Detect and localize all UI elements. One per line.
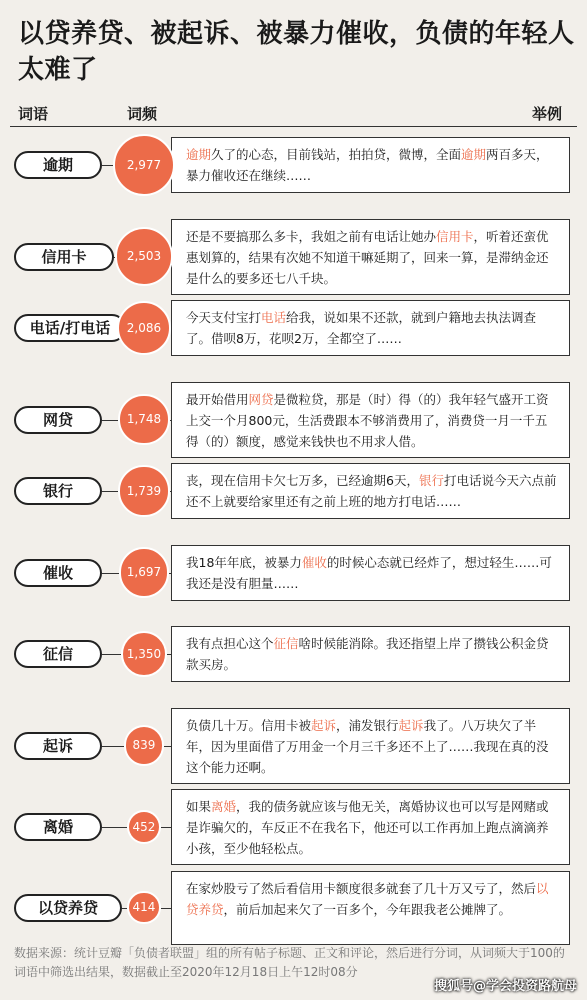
quote-text: 打电话说今天六点前还不上就要给家里还有之前上班的地方打电话……	[186, 473, 557, 509]
word-label: 离婚	[14, 813, 102, 841]
quote-text: 是微粒贷，那是（时）得（的）我年轻气盛开工资上交一个月800元，生活费跟本不够消费用了，消费贷一月一千五得（的）额度，感觉来钱快也不用求人借。	[186, 391, 549, 449]
example-quote	[171, 463, 570, 519]
quote-text: 今天支付宝打	[186, 310, 262, 325]
frequency-bubble: 1,748	[118, 394, 169, 445]
word-label: 征信	[14, 640, 102, 668]
example-quote	[171, 382, 570, 458]
word-label: 起诉	[14, 732, 102, 760]
quote-text: 啥时候能消除。我还指望上岸了攒钱公积金贷款买房。	[186, 636, 549, 672]
quote-text: 我18年年底，被暴力	[186, 554, 302, 570]
quote-text: ，我的债务就应该与他无关，离婚协议也可以写是网赌或是诈骗欠的，车反正不在我名下，他还可以工作再加上跑点滴滴养小孩，至少他轻松点。	[186, 799, 549, 856]
quote-text: 的时候心态就已经炸了，想过轻生……可我还是没有胆量……	[186, 554, 552, 591]
watermark: 搜狐号@学会投资路航母	[433, 979, 577, 994]
frequency-bubble: 839	[124, 725, 164, 765]
quote-text: 如果	[186, 799, 212, 814]
quote-text: 最开始借用	[186, 391, 249, 407]
quote-text: 还是不要搞那么多卡，我姐之前有电话让她办	[186, 228, 437, 244]
header-example: 举例	[532, 105, 563, 123]
word-label: 以贷养贷	[14, 894, 122, 922]
word-label: 电话/打电话	[14, 314, 126, 342]
highlighted-keyword: 以贷养贷	[186, 880, 549, 917]
quote-text: ，前后加起来欠了一百多个，今年跟我老公摊牌了。	[223, 901, 512, 917]
highlighted-keyword: 逾期	[461, 147, 487, 162]
highlighted-keyword: 离婚	[211, 799, 237, 814]
quote-text: ，浦发银行	[336, 717, 399, 733]
word-label: 催收	[14, 559, 102, 587]
word-label: 网贷	[14, 406, 102, 434]
quote-text: 久了的心态，目前钱站，拍拍贷，微博，全面	[211, 147, 462, 162]
highlighted-keyword: 银行	[418, 473, 444, 488]
word-label: 逾期	[14, 151, 102, 179]
frequency-bubble: 1,739	[118, 465, 169, 516]
quote-text: ，听着还蛮优惠划算的，结果有次她不知道干嘛延期了，回来一算，是滞纳金还是什么的要多还七八千块。	[186, 228, 549, 286]
highlighted-keyword: 催收	[301, 554, 327, 570]
example-quote	[171, 545, 570, 601]
highlighted-keyword: 信用卡	[436, 228, 474, 244]
word-label: 信用卡	[14, 243, 114, 271]
highlighted-keyword: 网贷	[248, 391, 274, 407]
frequency-bubble: 414	[127, 891, 160, 924]
example-quote	[171, 219, 570, 295]
quote-text: 给我，说如果不还款，就到户籍地去执法调查了。借呗8万，花呗2万，全都空了……	[186, 310, 537, 346]
word-label: 银行	[14, 477, 102, 505]
example-quote	[171, 708, 570, 784]
example-quote	[171, 300, 570, 356]
frequency-bubble: 2,503	[115, 227, 173, 285]
example-quote	[171, 626, 570, 682]
data-source-note: 数据来源：统计豆瓣「负债者联盟」组的所有帖子标题、正文和评论，然后进行分词，从词频大于100的词语中筛选出结果，数据截止至2020年12月18日上午12时08分	[14, 946, 565, 979]
frequency-bubble: 1,350	[121, 631, 168, 678]
highlighted-keyword: 征信	[273, 636, 299, 651]
quote-text: 我了。八万块欠了半年，因为里面借了万用金一个月三千多还不上了……我现在真的没这个能力还啊。	[186, 717, 549, 775]
example-quote	[171, 871, 570, 945]
quote-text: 负债几十万。信用卡被	[186, 717, 312, 733]
example-quote	[171, 789, 570, 865]
quote-text: 两百多天，暴力催收还在继续……	[186, 147, 549, 183]
frequency-bubble: 2,086	[117, 301, 172, 356]
quote-text: 在家炒股亏了然后看信用卡额度很多就套了几十万又亏了，然后	[186, 880, 537, 896]
highlighted-keyword: 逾期	[186, 147, 212, 162]
frequency-bubble: 1,697	[119, 547, 170, 598]
header-word: 词语	[18, 105, 49, 123]
quote-text: 丧，现在信用卡欠七万多，已经逾期6天，	[186, 473, 419, 488]
example-quote	[171, 137, 570, 193]
quote-text: 我有点担心这个	[186, 636, 274, 651]
highlighted-keyword: 起诉	[398, 717, 424, 733]
frequency-bubble: 2,977	[113, 134, 175, 196]
page-title: 以贷养贷、被起诉、被暴力催收，负债的年轻人太难了	[18, 19, 575, 85]
frequency-bubble: 452	[127, 810, 161, 844]
highlighted-keyword: 起诉	[311, 717, 337, 733]
header-freq: 词频	[127, 105, 158, 123]
highlighted-keyword: 电话	[261, 310, 287, 325]
